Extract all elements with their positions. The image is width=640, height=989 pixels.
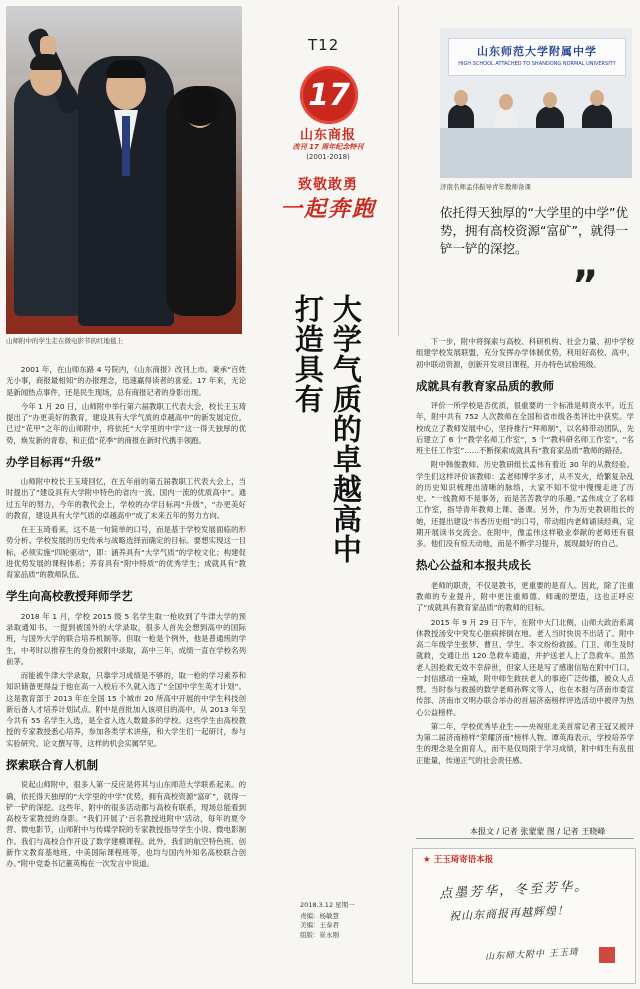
credit-designer: 美编：王泰君: [300, 921, 339, 930]
paragraph: 而能被牛津大学录取，只靠学习成绩是不够的，取一枪的学习素养和知识储备更得益于他在高一入校后不久就入选了“全国中学生英才计划”。这是教育部于 2013 年在全国 15 个城市 20 所高中开展的中学生科技创新后备人才培养计划试点。附中是首批加入该项目的高中，从 2013 年至今共有 55 名学生入选，是全省入选人数最多的学校。这些学生由高校教授的专家教授悉心培养，参加各类学术讲座，和大学生们一起研讨，参与实验研究、论文撰写等，这样的机会实属罕见。: [6, 671, 246, 748]
paragraph: 老师的职责，不仅是教书，更重要的是育人。因此，除了注重教师的专业提升，附中更注重师德、师魂的塑造，这也正呼应了“成就具有教育家品质”的教师的目标。: [416, 580, 634, 613]
paragraph: 评价一所学校是否优质，很重要的一个标准是师资水平。近五年，附中共有 752 人次教师在全国和省市级各类评比中获奖。学校成立了教师发展中心，坚持推行“拜师制”，以名师带动团队，先后建立了 6 个“教学名师工作室”，5 个“教科研名师工作室”，“名班主任工作室”……不断探索成就具有“教育家品质”教师的路径。: [416, 401, 634, 456]
paragraph: 2018 年 1 月，学校 2015 级 5 名学生取一枪收到了牛津大学的预录取通知书。一提到被国外的大学录取，很多人首先会想到高中的国际班，与国外大学的联合培养机制等。但取一枪是个例外，他是普通班的学生，中考时以推荐生的身份被附中录取，高中三年，成绩一直在学校名列前茅。: [6, 611, 246, 666]
pull-quote: 依托得天独厚的“大学里的中学”优势，拥有高校资源“富矿”，就得一铲一铲的深挖。: [440, 205, 628, 257]
anniversary-label: 改刊 17 周年纪念特刊: [292, 143, 364, 151]
section-heading: 成就具有教育家品质的教师: [416, 378, 554, 393]
banner-title: 山东师范大学附属中学: [477, 45, 597, 58]
paragraph: 下一步，附中将探索与高校、科研机构、社会力量、初中学校组建学校发展联盟，充分发挥办学体制优势，利用好高校、高中、初中联动资源，创新开发项目课程，开办特色试验班级。: [416, 337, 634, 369]
school-banner: [448, 38, 626, 76]
paragraph: 2015 年 9 月 29 日下午，在附中大门北侧，山师大政治系离休教授汤安中突发心脏病摔倒在地。老人当时快说不出话了。附中高二年级学生张梦、曹旦、学生、李文纷纷救援。门卫、师生及时就救，交通让出 120 急救车通道，并护送老人上了急救车。虽然老人因抢救无效不幸辞世，但家人还是写了感谢信贴在附中门口。一封信感动一座城，附中师生救扶老人的事迹广泛传播，被众人点赞。当时参与救援的数学老师孙辉文等人，也在本报与济南市委宣传部、济南市文明办联合举办的首届济南榜样评选活动中被评为热心公益榜样。: [416, 617, 634, 717]
seal-stamp: [599, 947, 615, 963]
photo-red-carpet: [6, 6, 242, 334]
issue-date: 2018.3.12 星期一: [300, 901, 355, 909]
paper-name: 山东商报: [299, 128, 356, 143]
credit-editor: 责编：杨敏慧: [300, 912, 339, 920]
headline-column-1: 大学气质的卓越高中: [328, 294, 363, 564]
slogan-line1: 致敬敢勇: [298, 177, 358, 193]
credit-layout: 组版：崔永刚: [300, 930, 339, 939]
paragraph: 第二年，学校优秀毕业生——央视驻北美首席记者王冠又被评为第二届济南榜样“荣耀济南”榜样人物。谭英海表示，学校培养学生的理念是全面育人，而不是仅局限于学习成绩，附中师生有乱扭正能量，传递正气的社会责任感。: [416, 721, 634, 765]
anniversary-years: (2001-2018): [306, 153, 350, 161]
byline-rule: [416, 838, 634, 839]
photo-right-caption: 济南名师孟伟振导青年教师备课: [440, 183, 531, 191]
article-left-column: [6, 364, 246, 872]
page-number: T12: [308, 36, 340, 54]
paragraph: 山师附中校长王玉琦回忆，在五年前的第五届教职工代表大会上，当时提出了“建设具有大学附中特色的省内一流、国内一流的优质高中”。通过五年的努力，今年的教代会上，学校的办学目标再“升级”，“办更美好的教育，建设具有大学气质的卓越高中”成了未来五年的努力方向。: [6, 477, 246, 520]
article-right-column: [416, 336, 634, 769]
star-icon: ★: [423, 855, 431, 865]
inscription-line2: 祝山东商报再越辉煌！: [448, 903, 570, 924]
paragraph: 今年 1 月 20 日，山师附中举行第六届教职工代表大会，校长王玉琦提出了“办更美好的教育，建设具有大学气质的卓越高中”的新发展定位。已过“花甲”之年的山师附中，将依托“大学里的中学”这一得天独厚的优势，焕发新的青春，和正值“花季”的商报在新时代携手领跑。: [6, 401, 246, 445]
headline-column-2: 打造具有: [290, 294, 325, 414]
paragraph: 在王玉琦看来，这不是一句简单的口号，而是基于学校发展面临的形势分析、学校发展的历史传承与战略选择而确定的目标。要想实现这一目标，必须实施“四轮驱动”，即：涵养具有“大学气质”的学校文化；构建促进优势发展的课程体系；养育具有“附中特质”的优秀学生；成就具有“教育家品质”的教师队伍。: [6, 525, 246, 580]
inscription-box: [412, 848, 636, 984]
inscription-title: ★ 王玉琦寄语本报: [423, 855, 494, 865]
paragraph: 2001 年，在山师东路 4 号院内，《山东商报》改刊上市。秉承“百姓无小事，商报最相知”的办报理念，迅速赢得读者的喜爱。17 年来，无论是新闻热点事件，还是民生现场，总有商报记者的身影出现。: [6, 365, 246, 397]
paragraph: 说起山师附中，很多人第一反应是将其与山东师范大学联系起来。的确，依托得天独厚的“大学里的中学”优势，拥有高校资源“富矿”，就得一铲一铲的深挖。这些年，附中的很多活动都与高校有联系，现场总能看到高校专家教授的身影。“我们开展了‘百名教授进附中’活动，每年的夏令营、微电影节，山师附中与传媒学院的专家教授指导学生小说、微电影制作。我们与高校合作开设了数学建模课程。此外，我们的航空特色班、创新作文教育基地班、中美国际课程班等，也均与国内外知名高校联合创办。”附中党委书记董英梅在一次发言中说道。: [6, 780, 246, 869]
anniversary-logo: 17: [300, 66, 358, 124]
banner-english: HIGH SCHOOL ATTACHED TO SHANDONG NORMAL UNIVERSITY: [458, 61, 616, 67]
section-heading: 学生向高校教授拜师学艺: [6, 589, 133, 604]
photo-teachers-meeting: [440, 28, 632, 178]
inscription-line1: 点墨芳华，冬至芳华。: [438, 879, 590, 902]
paragraph: 附中韩俊教师、历史教研组长孟伟有着近 30 年的从教经验。学生们这样评价该教师：孟老师博学多才，从不发火，给繁复杂乱的历史知识梳理出清晰的脉络，大家不知不觉中慢慢走进了历史。“一线教师不是事务，而是苦苦教学的乐趣。”孟伟成立了名师工作室，指导青年教师上课、备课。另外，作为历史教研组长的她，还提出建设“书香历史组”的口号，带动组内老师诵读经典，定期开展读书交流会。在附中，像孟伟这样敬业奉献的老师还有很多。他们没有惊天动地，而是不断学习提升，展现最好的自己。: [416, 460, 634, 549]
editor-credits: [300, 912, 339, 940]
slogan-line2: 一起奔跑: [279, 197, 376, 222]
quote-mark-icon: ”: [572, 263, 599, 309]
byline: 本报文 / 记者 张蒙蒙 图 / 记者 王晓峰: [470, 827, 606, 836]
inscription-signature: 山东师大附中 王玉琦: [484, 947, 580, 963]
photo-left-caption: 山师附中的学生走在微电影节的红地毯上: [6, 337, 123, 345]
section-heading: 办学目标再“升级”: [6, 454, 102, 469]
section-heading: 探索联合育人机制: [6, 757, 98, 772]
divider: [398, 6, 399, 336]
section-heading: 热心公益和本报共成长: [416, 558, 531, 573]
